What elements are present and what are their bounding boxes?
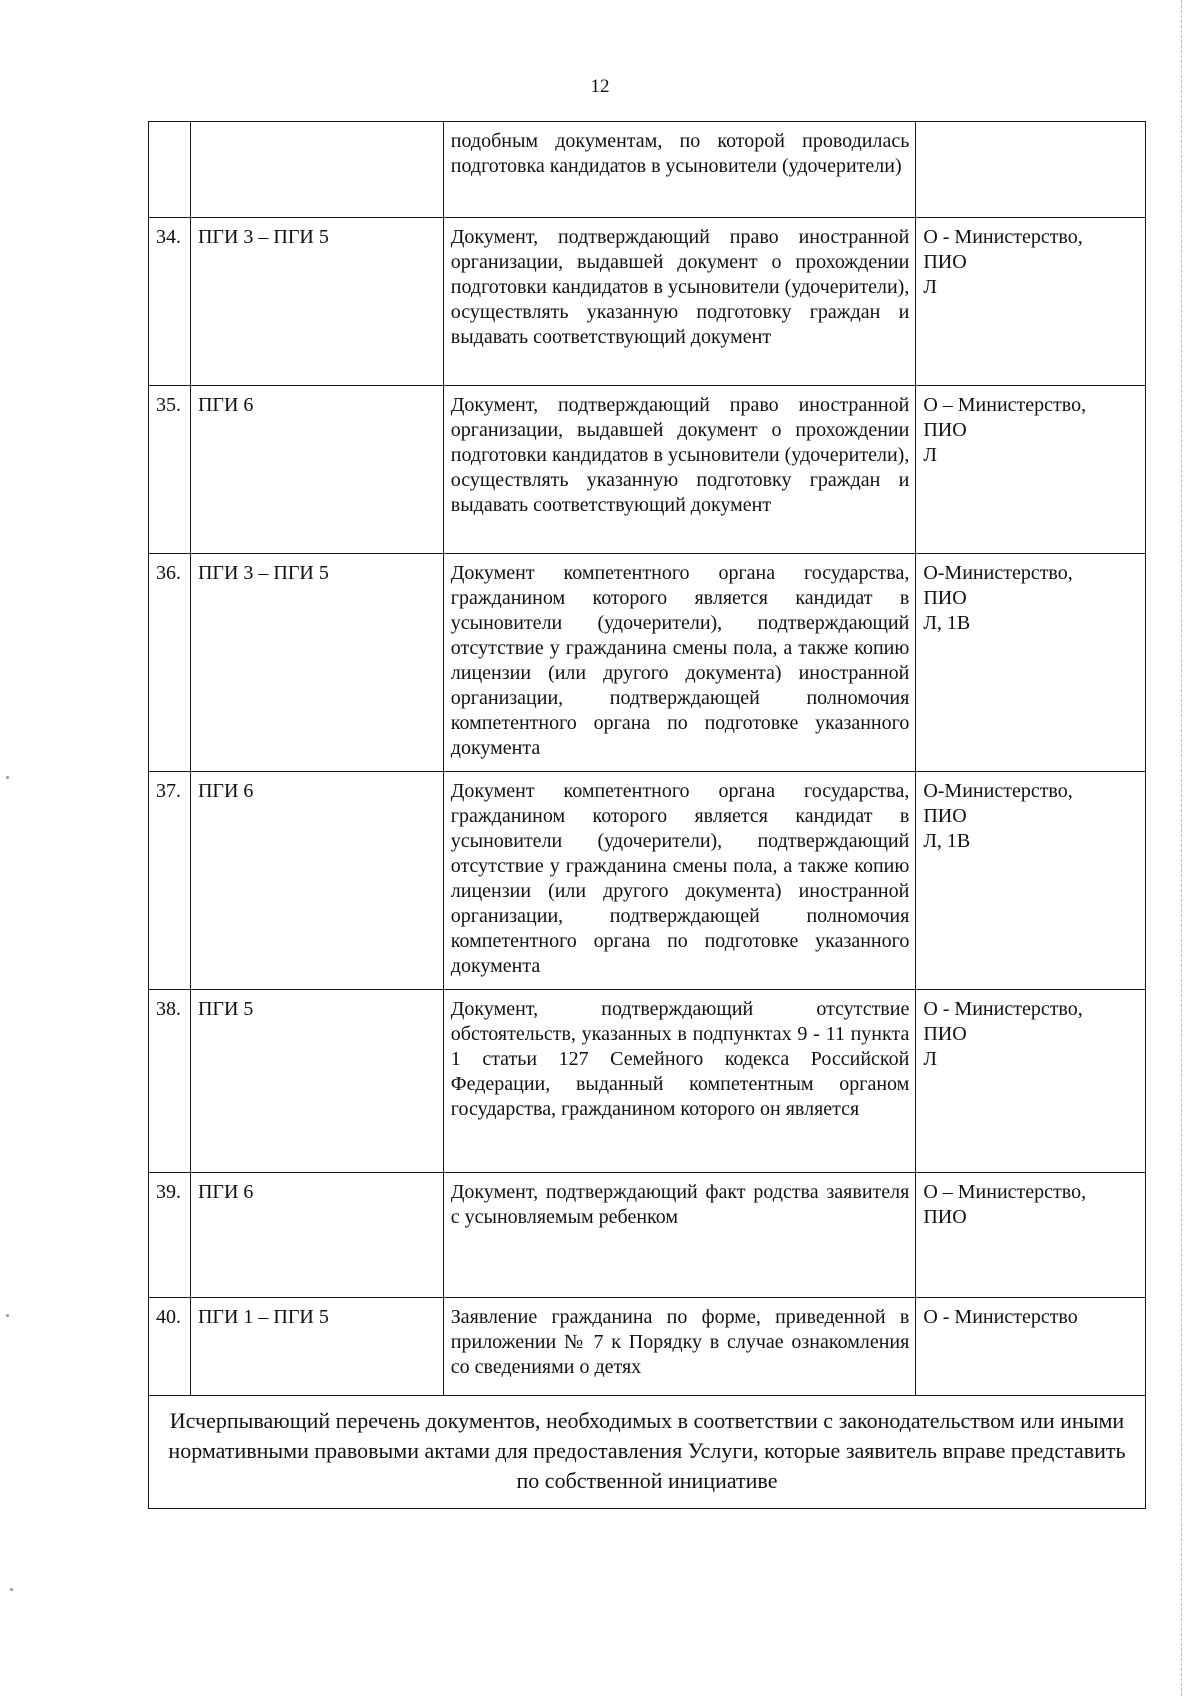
scan-artifact bbox=[6, 1314, 9, 1317]
row-note bbox=[916, 772, 1146, 990]
row-document: Документ компетентного органа государства, гражданином которого является кандидат в усыновители (удочерители), подтверждающий отсутствие у гражданина смены пола, а также копию лицензии (или другого документа) иностранной организации, подтверждающей полномочия компетентного органа по подготовке указанного документа bbox=[443, 554, 916, 772]
row-number: 36. bbox=[149, 554, 191, 772]
row-number: 39. bbox=[149, 1173, 191, 1298]
row-document: Документ, подтверждающий факт родства заявителя с усыновляемым ребенком bbox=[443, 1173, 916, 1298]
row-code: ПГИ 3 – ПГИ 5 bbox=[190, 218, 443, 386]
note-line: О - Министерство bbox=[923, 1306, 1078, 1328]
row-code: ПГИ 1 – ПГИ 5 bbox=[190, 1298, 443, 1396]
table-row bbox=[149, 772, 1146, 990]
row-document: Документ компетентного органа государства, гражданином которого является кандидат в усыновители (удочерители), подтверждающий отсутствие у гражданина смены пола, а также копию лицензии (или другого документа) иностранной организации, подтверждающей полномочия компетентного органа по подготовке указанного документа bbox=[443, 772, 916, 990]
note-line: Л bbox=[923, 444, 937, 466]
note-line: Л, 1В bbox=[923, 830, 971, 852]
row-note bbox=[916, 386, 1146, 554]
row-document: подобным документам, по которой проводилась подготовка кандидатов в усыновители (удочерители) bbox=[443, 122, 916, 218]
note-line: Л bbox=[923, 1048, 937, 1070]
row-document: Документ, подтверждающий право иностранной организации, выдавшей документ о прохождении подготовки кандидатов в усыновители (удочерители), осуществлять указанную подготовку граждан и выдавать соответствующий документ bbox=[443, 218, 916, 386]
documents-table bbox=[148, 121, 1146, 1509]
row-code: ПГИ 6 bbox=[190, 772, 443, 990]
table-row bbox=[149, 1298, 1146, 1396]
section-heading: Исчерпывающий перечень документов, необходимых в соответствии с законодательством или иными нормативными правовыми актами для предоставления Услуги, которые заявитель вправе представить по собственной инициативе bbox=[149, 1396, 1146, 1509]
row-note bbox=[916, 554, 1146, 772]
note-line: О-Министерство, bbox=[923, 562, 1073, 584]
table-row bbox=[149, 554, 1146, 772]
page-edge-rule bbox=[1181, 0, 1182, 1696]
note-line: ПИО bbox=[923, 1206, 967, 1228]
row-number: 38. bbox=[149, 990, 191, 1173]
row-note bbox=[916, 1298, 1146, 1396]
note-line: ПИО bbox=[923, 251, 967, 273]
note-line: О-Министерство, bbox=[923, 780, 1073, 802]
table-row bbox=[149, 122, 1146, 218]
note-line: ПИО bbox=[923, 419, 967, 441]
row-code: ПГИ 3 – ПГИ 5 bbox=[190, 554, 443, 772]
row-number: 34. bbox=[149, 218, 191, 386]
table-row bbox=[149, 386, 1146, 554]
row-code: ПГИ 6 bbox=[190, 386, 443, 554]
row-number bbox=[149, 122, 191, 218]
row-document: Документ, подтверждающий отсутствие обстоятельств, указанных в подпунктах 9 - 11 пункта 1 статьи 127 Семейного кодекса Российской Федерации, выданный компетентным органом государства, гражданином которого он является bbox=[443, 990, 916, 1173]
table-row bbox=[149, 990, 1146, 1173]
row-code: ПГИ 6 bbox=[190, 1173, 443, 1298]
row-number: 35. bbox=[149, 386, 191, 554]
row-code: ПГИ 5 bbox=[190, 990, 443, 1173]
note-line: ПИО bbox=[923, 1023, 967, 1045]
note-line: ПИО bbox=[923, 587, 967, 609]
row-number: 40. bbox=[149, 1298, 191, 1396]
row-note bbox=[916, 990, 1146, 1173]
row-number: 37. bbox=[149, 772, 191, 990]
note-line: Л, 1В bbox=[923, 612, 971, 634]
table-row bbox=[149, 1173, 1146, 1298]
row-document: Документ, подтверждающий право иностранной организации, выдавшей документ о прохождении подготовки кандидатов в усыновители (удочерители), осуществлять указанную подготовку граждан и выдавать соответствующий документ bbox=[443, 386, 916, 554]
note-line: Л bbox=[923, 276, 937, 298]
scan-artifact bbox=[10, 1588, 13, 1591]
note-line: ПИО bbox=[923, 805, 967, 827]
note-line: О – Министерство, bbox=[923, 1181, 1087, 1203]
note-line: О – Министерство, bbox=[923, 394, 1087, 416]
table-row bbox=[149, 218, 1146, 386]
table-footer-row bbox=[149, 1396, 1146, 1509]
note-line: О - Министерство, bbox=[923, 226, 1083, 248]
row-note bbox=[916, 218, 1146, 386]
row-note bbox=[916, 1173, 1146, 1298]
note-line: О - Министерство, bbox=[923, 998, 1083, 1020]
row-note bbox=[916, 122, 1146, 218]
scan-artifact bbox=[6, 776, 9, 779]
page-number: 12 bbox=[590, 76, 610, 97]
row-code bbox=[190, 122, 443, 218]
row-document: Заявление гражданина по форме, приведенной в приложении № 7 к Порядку в случае ознакомления со сведениями о детях bbox=[443, 1298, 916, 1396]
